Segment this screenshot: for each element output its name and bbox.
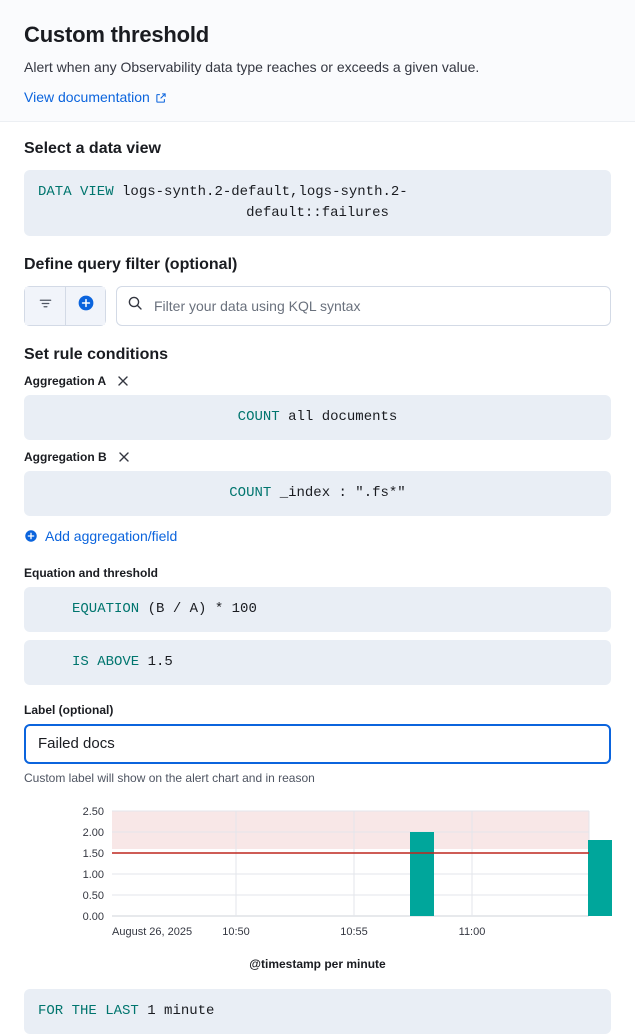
equation-keyword: EQUATION xyxy=(72,600,140,617)
svg-text:2.50: 2.50 xyxy=(82,805,104,818)
for-the-last-keyword: FOR THE LAST xyxy=(38,1002,139,1019)
svg-text:10:50: 10:50 xyxy=(222,925,250,938)
chart-bar xyxy=(410,832,434,916)
threshold-display[interactable] xyxy=(24,640,611,685)
aggregation-a-keyword: COUNT xyxy=(237,408,280,425)
svg-text:2.00: 2.00 xyxy=(82,826,104,839)
custom-label-input[interactable] xyxy=(24,724,611,764)
filter-button-group xyxy=(24,286,106,326)
data-view-value-line1: logs-synth.2-default,logs-synth.2- xyxy=(122,183,408,200)
svg-text:11:00: 11:00 xyxy=(458,925,486,938)
data-view-display[interactable] xyxy=(24,170,611,236)
svg-text:0.50: 0.50 xyxy=(82,889,104,902)
aggregation-b-display[interactable] xyxy=(24,471,611,516)
view-documentation-label: View documentation xyxy=(24,88,150,105)
equation-value: (B / A) * 100 xyxy=(147,600,257,617)
svg-text:1.50: 1.50 xyxy=(82,847,104,860)
svg-text:August 26, 2025: August 26, 2025 xyxy=(112,925,193,938)
plus-circle-icon xyxy=(77,294,95,317)
data-view-section-title: Select a data view xyxy=(24,139,161,157)
external-link-icon xyxy=(155,91,167,103)
page-subtitle: Alert when any Observability data type reaches or exceeds a given value. xyxy=(24,59,480,75)
for-the-last-display[interactable] xyxy=(24,989,611,1034)
data-view-keyword: DATA VIEW xyxy=(38,183,114,200)
panel-body xyxy=(0,122,635,1034)
chart-x-axis-label: @timestamp per minute xyxy=(249,956,386,971)
page-title: Custom threshold xyxy=(24,22,210,47)
custom-label-helper-text: Custom label will show on the alert chart and in reason xyxy=(24,770,315,785)
for-the-last-value: 1 minute xyxy=(147,1002,215,1019)
filter-options-button[interactable] xyxy=(25,287,65,325)
aggregation-a-display[interactable] xyxy=(24,395,611,440)
chart-svg xyxy=(24,803,611,953)
query-filter-row xyxy=(24,286,611,326)
chart-bar xyxy=(588,840,612,916)
query-filter-section-title: Define query filter (optional) xyxy=(24,255,238,273)
panel-header xyxy=(0,0,635,122)
aggregation-a-header xyxy=(24,374,611,388)
equation-stack xyxy=(24,587,611,685)
aggregation-b-header xyxy=(24,450,611,464)
alert-preview-chart xyxy=(24,803,611,973)
aggregation-a-value: all documents xyxy=(288,408,398,425)
svg-text:10:55: 10:55 xyxy=(340,925,368,938)
add-aggregation-label: Add aggregation/field xyxy=(45,527,178,544)
data-view-value-line2-wrap xyxy=(38,203,597,224)
search-input[interactable] xyxy=(152,297,600,315)
aggregation-b-value: _index : ".fs*" xyxy=(279,484,406,501)
aggregation-b-label: Aggregation B xyxy=(24,449,107,464)
custom-label-label: Label (optional) xyxy=(24,702,114,717)
svg-text:0.00: 0.00 xyxy=(82,910,104,923)
threshold-keyword: IS ABOVE xyxy=(72,653,140,670)
equation-display[interactable] xyxy=(24,587,611,632)
threshold-band xyxy=(112,811,589,849)
add-filter-button[interactable] xyxy=(65,287,105,325)
equation-label: Equation and threshold xyxy=(24,565,158,580)
kql-search-wrapper[interactable] xyxy=(116,286,611,326)
data-view-value-line2: default::failures xyxy=(246,204,389,221)
svg-text:1.00: 1.00 xyxy=(82,868,104,881)
remove-aggregation-a-icon[interactable] xyxy=(116,374,130,388)
filter-icon xyxy=(38,296,53,316)
remove-aggregation-b-icon[interactable] xyxy=(117,450,131,464)
view-documentation-link[interactable] xyxy=(24,89,167,105)
add-aggregation-button[interactable] xyxy=(24,528,177,544)
rule-conditions-section-title: Set rule conditions xyxy=(24,345,169,363)
aggregation-a-label: Aggregation A xyxy=(24,373,107,388)
aggregation-b-keyword: COUNT xyxy=(229,484,272,501)
threshold-value: 1.5 xyxy=(147,653,173,670)
search-icon xyxy=(127,295,143,316)
plus-circle-icon xyxy=(24,529,38,543)
